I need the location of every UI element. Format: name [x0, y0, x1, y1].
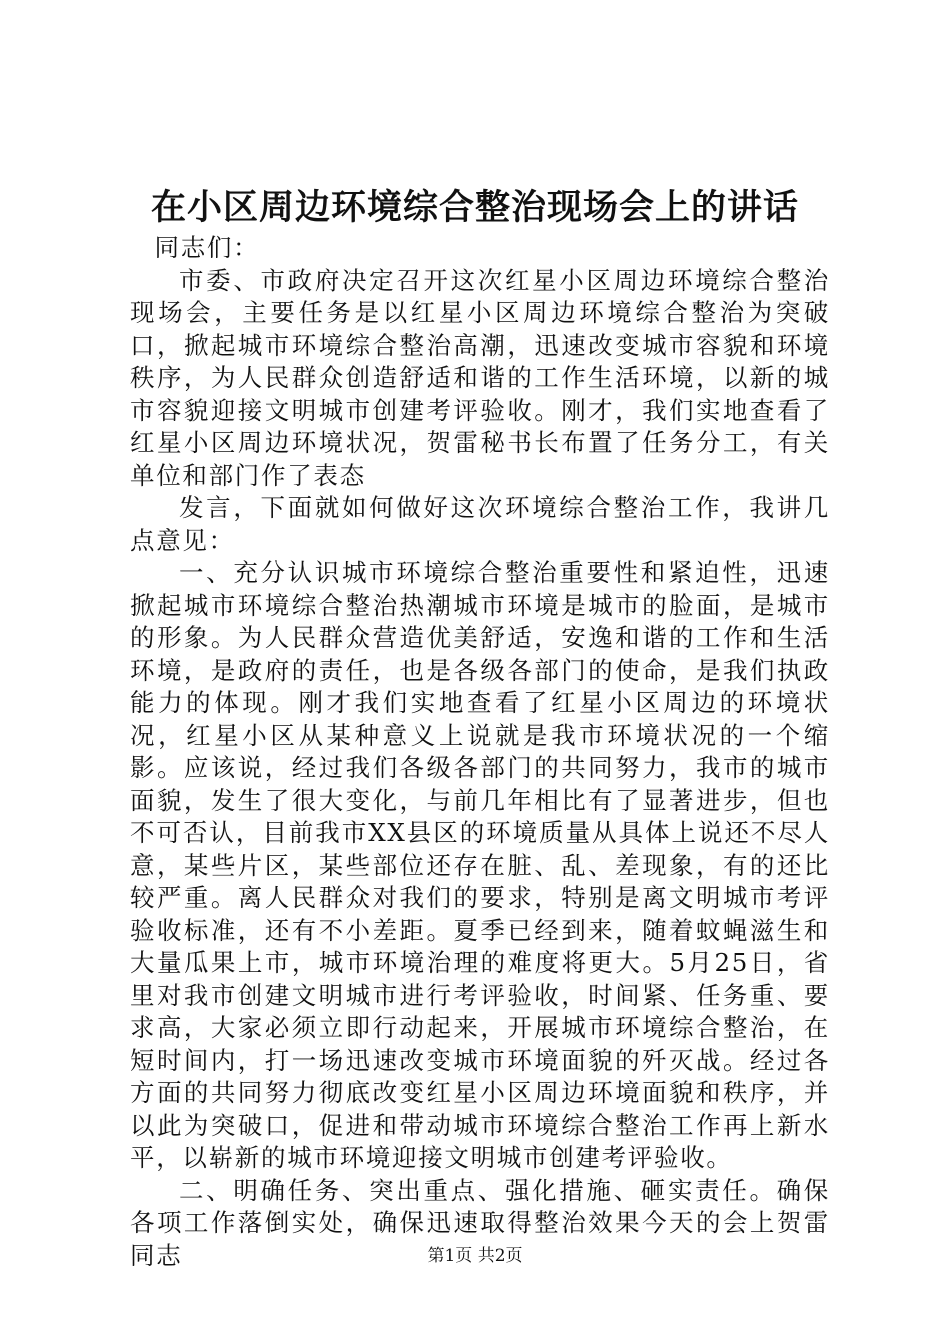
page-footer: 第1页 共2页: [427, 1246, 523, 1266]
document-body: [130, 232, 830, 1272]
document-title: 在小区周边环境综合整治现场会上的讲话: [150, 187, 799, 228]
paragraph-intro: 市委、市政府决定召开这次红星小区周边环境综合整治现场会，主要任务是以红星小区周边环境综合整治为突破口，掀起城市环境综合整治高潮，迅速改变城市容貌和环境秩序，为人民群众创造舒适和谐的工作生活环境，以新的城市容貌迎接文明城市创建考评验收。刚才，我们实地查看了红星小区周边环境状况，贺雷秘书长布置了任务分工，有关单位和部门作了表态: [130, 265, 830, 490]
paragraph-transition: 发言，下面就如何做好这次环境综合整治工作，我讲几点意见：: [130, 493, 830, 555]
salutation: 同志们：: [154, 233, 260, 262]
paragraph-section-two: 二、明确任务、突出重点、强化措施、砸实责任。确保各项工作落倒实处，确保迅速取得整治效果今天的会上贺雷同志: [130, 1175, 830, 1270]
paragraph-section-one: 一、充分认识城市环境综合整治重要性和紧迫性，迅速掀起城市环境综合整治热潮城市环境是城市的脸面，是城市的形象。为人民群众营造优美舒适，安逸和谐的工作和生活环境，是政府的责任，也是各级各部门的使命，是我们执政能力的体现。刚才我们实地查看了红星小区周边的环境状况，红星小区从某种意义上说就是我市环境状况的一个缩影。应该说，经过我们各级各部门的共同努力，我市的城市面貌，发生了很大变化，与前几年相比有了显著进步，但也不可否认，目前我市XX县区的环境质量从具体上说还不尽人意，某些片区，某些部位还存在脏、乱、差现象，有的还比较严重。离人民群众对我们的要求，特别是离文明城市考评验收标准，还有不小差距。夏季已经到来，随着蚊蝇滋生和大量瓜果上市，城市环境治理的难度将更大。5月25日，省里对我市创建文明城市进行考评验收，时间紧、任务重、要求高，大家必须立即行动起来，开展城市环境综合整治，在短时间内，打一场迅速改变城市环境面貌的歼灭战。经过各方面的共同努力彻底改变红星小区周边环境面貌和秩序，并以此为突破口，促进和带动城市环境综合整治工作再上新水平，以崭新的城市环境迎接文明城市创建考评验收。: [130, 558, 830, 1172]
